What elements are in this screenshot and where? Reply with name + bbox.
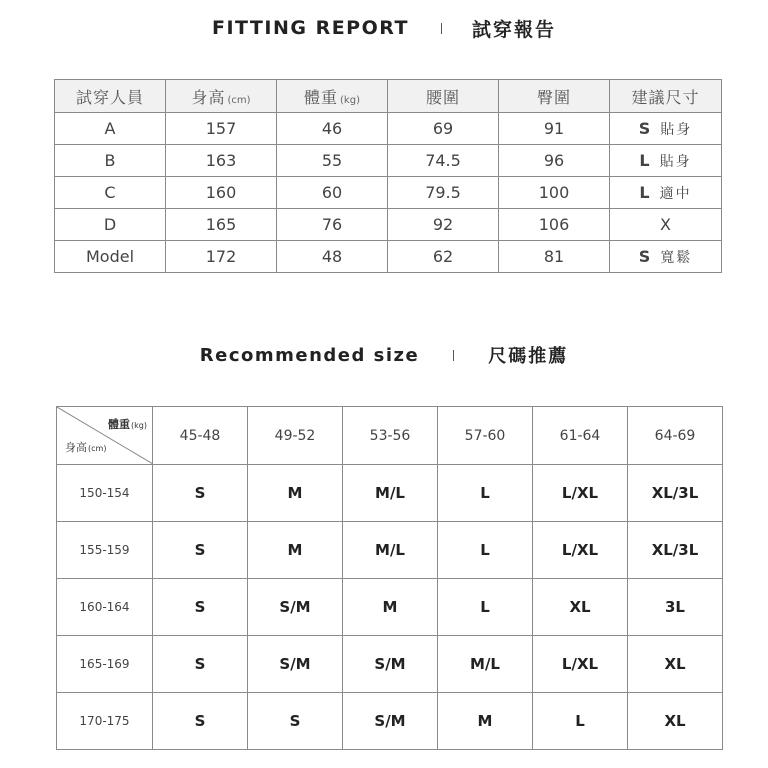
tester-cell: Model xyxy=(55,241,166,273)
recommended-size-cell: XL xyxy=(628,693,723,750)
tester-cell: C xyxy=(55,177,166,209)
fit-description: 寬鬆 xyxy=(660,249,693,266)
height-range-label: 155-159 xyxy=(57,522,153,579)
waist-cell: 92 xyxy=(388,209,499,241)
recommended-size-cell: M xyxy=(248,465,343,522)
suggested-size-cell xyxy=(610,145,722,177)
height-range-label: 165-169 xyxy=(57,636,153,693)
recommended-size-cell: S/M xyxy=(343,693,438,750)
waist-cell: 69 xyxy=(388,113,499,145)
recommended-size-cell: 3L xyxy=(628,579,723,636)
recommended-size-cell: S/M xyxy=(248,579,343,636)
recommended-size-cell: M/L xyxy=(438,636,533,693)
recommend-title-en: Recommended size xyxy=(199,344,420,366)
recommended-size-cell: L/XL xyxy=(533,522,628,579)
weight-range-header: 57-60 xyxy=(438,407,533,465)
recommended-size-cell: S/M xyxy=(343,636,438,693)
hip-cell: 106 xyxy=(499,209,610,241)
weight-range-header: 61-64 xyxy=(533,407,628,465)
height-range-row xyxy=(57,636,723,693)
height-cell: 157 xyxy=(166,113,277,145)
fitting-report-heading xyxy=(0,13,768,43)
recommended-size-cell: S xyxy=(153,579,248,636)
recommended-size-cell: M/L xyxy=(343,522,438,579)
header-suggested-size: 建議尺寸 xyxy=(610,80,722,113)
recommended-size-cell: L xyxy=(533,693,628,750)
suggested-size-cell xyxy=(610,113,722,145)
recommended-size-cell: S xyxy=(153,693,248,750)
hip-cell: 100 xyxy=(499,177,610,209)
weight-cell: 46 xyxy=(277,113,388,145)
tester-cell: A xyxy=(55,113,166,145)
fitting-report-table xyxy=(54,79,722,273)
height-range-row xyxy=(57,465,723,522)
fitting-header-row xyxy=(55,80,722,113)
recommended-size-cell: L xyxy=(438,522,533,579)
fitting-row xyxy=(55,113,722,145)
fitting-title-zh: 試穿報告 xyxy=(472,18,557,41)
recommended-size-cell: XL xyxy=(533,579,628,636)
recommended-size-cell: L xyxy=(438,579,533,636)
tester-cell: B xyxy=(55,145,166,177)
size-code: S xyxy=(638,118,651,138)
waist-cell: 62 xyxy=(388,241,499,273)
fit-description: 貼身 xyxy=(660,121,693,138)
height-cell: 165 xyxy=(166,209,277,241)
size-code: X xyxy=(660,215,671,234)
fitting-row xyxy=(55,241,722,273)
fitting-row xyxy=(55,177,722,209)
recommended-size-cell: L/XL xyxy=(533,465,628,522)
size-code: S xyxy=(638,246,651,266)
fit-description: 適中 xyxy=(659,185,692,202)
recommended-size-cell: S xyxy=(153,636,248,693)
header-weight: 體重 (kg) xyxy=(277,80,388,113)
corner-height-label: 身高(cm) xyxy=(65,441,107,454)
height-range-row xyxy=(57,693,723,750)
height-range-row xyxy=(57,579,723,636)
heading-divider xyxy=(441,23,442,34)
height-range-label: 160-164 xyxy=(57,579,153,636)
weight-range-header: 45-48 xyxy=(153,407,248,465)
weight-range-header: 53-56 xyxy=(343,407,438,465)
recommend-title-zh: 尺碼推薦 xyxy=(488,346,569,367)
recommended-size-table xyxy=(56,406,723,750)
hip-cell: 96 xyxy=(499,145,610,177)
recommend-header-row xyxy=(57,407,723,465)
height-cell: 172 xyxy=(166,241,277,273)
recommended-size-cell: S/M xyxy=(248,636,343,693)
weight-range-header: 49-52 xyxy=(248,407,343,465)
header-tester: 試穿人員 xyxy=(55,80,166,113)
recommended-size-cell: S xyxy=(153,522,248,579)
tester-cell: D xyxy=(55,209,166,241)
weight-cell: 76 xyxy=(277,209,388,241)
suggested-size-cell xyxy=(610,209,722,241)
heading-divider xyxy=(453,350,454,361)
recommended-size-cell: L/XL xyxy=(533,636,628,693)
recommended-size-cell: XL/3L xyxy=(628,465,723,522)
recommended-size-cell: M xyxy=(248,522,343,579)
corner-cell xyxy=(57,407,153,465)
header-waist: 腰圍 xyxy=(388,80,499,113)
waist-cell: 74.5 xyxy=(388,145,499,177)
recommended-size-cell: S xyxy=(153,465,248,522)
corner-weight-label: 體重(kg) xyxy=(108,418,147,431)
height-cell: 163 xyxy=(166,145,277,177)
header-height: 身高 (cm) xyxy=(166,80,277,113)
weight-cell: 60 xyxy=(277,177,388,209)
fit-description: 貼身 xyxy=(659,153,692,170)
recommended-size-cell: M/L xyxy=(343,465,438,522)
fitting-row xyxy=(55,209,722,241)
height-range-label: 150-154 xyxy=(57,465,153,522)
size-code: L xyxy=(639,150,650,170)
recommended-size-cell: M xyxy=(343,579,438,636)
waist-cell: 79.5 xyxy=(388,177,499,209)
recommended-size-cell: XL/3L xyxy=(628,522,723,579)
recommended-size-cell: XL xyxy=(628,636,723,693)
hip-cell: 81 xyxy=(499,241,610,273)
recommended-size-cell: S xyxy=(248,693,343,750)
recommended-size-cell: L xyxy=(438,465,533,522)
recommended-size-heading xyxy=(0,340,768,370)
weight-cell: 48 xyxy=(277,241,388,273)
hip-cell: 91 xyxy=(499,113,610,145)
weight-cell: 55 xyxy=(277,145,388,177)
fitting-title-en: FITTING REPORT xyxy=(211,17,409,39)
fitting-row xyxy=(55,145,722,177)
suggested-size-cell xyxy=(610,177,722,209)
size-code: L xyxy=(639,182,650,202)
header-hip: 臀圍 xyxy=(499,80,610,113)
suggested-size-cell xyxy=(610,241,722,273)
height-cell: 160 xyxy=(166,177,277,209)
weight-range-header: 64-69 xyxy=(628,407,723,465)
recommended-size-cell: M xyxy=(438,693,533,750)
height-range-row xyxy=(57,522,723,579)
height-range-label: 170-175 xyxy=(57,693,153,750)
